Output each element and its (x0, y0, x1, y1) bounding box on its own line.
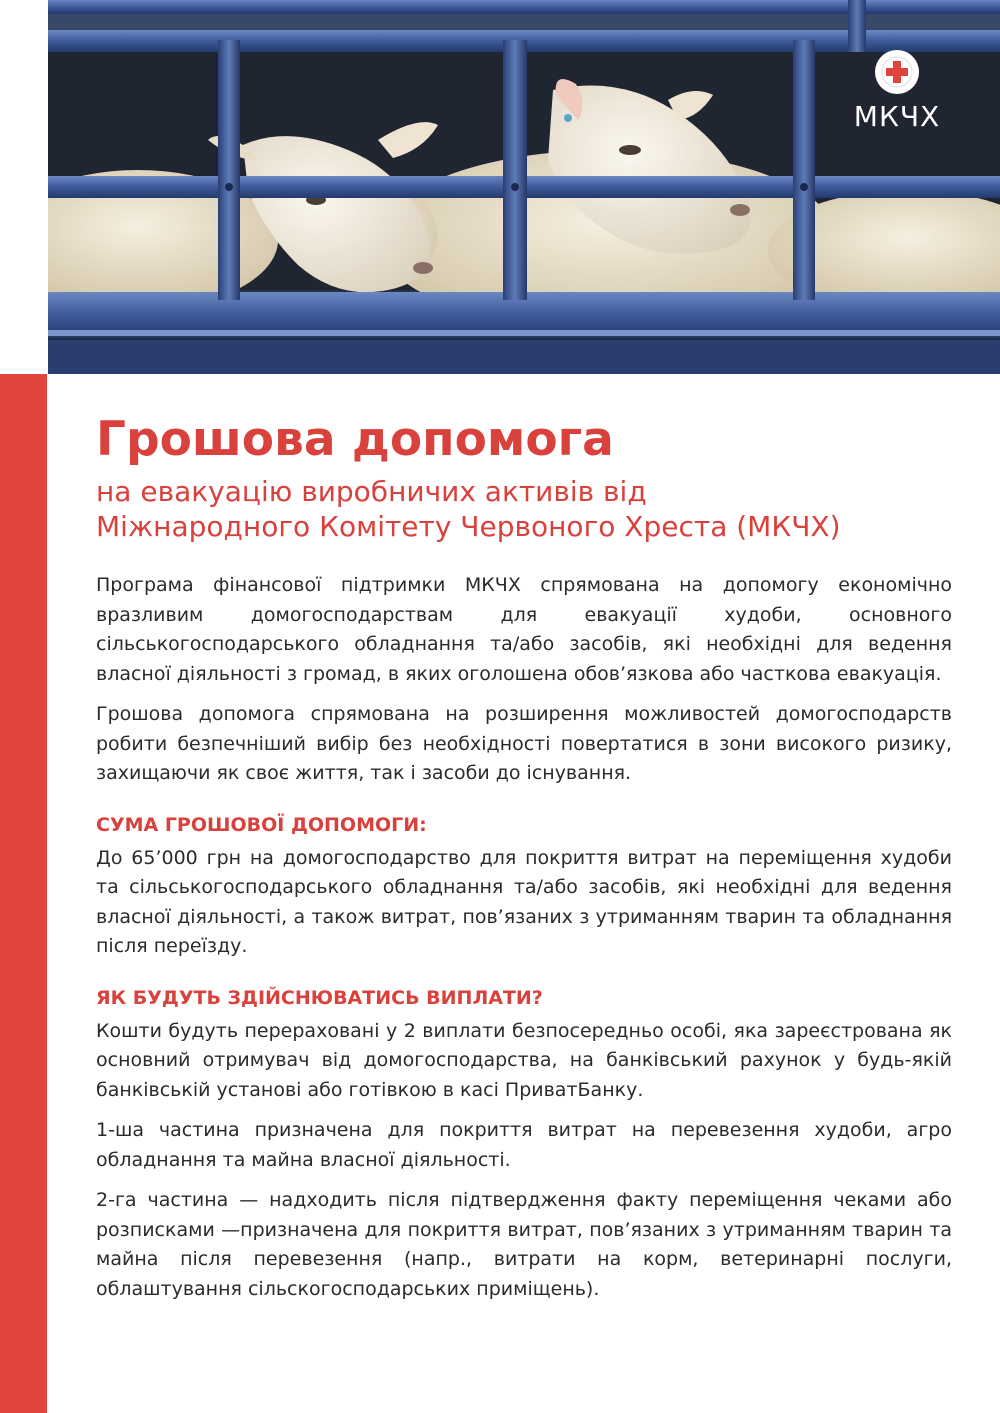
red-side-bar (0, 374, 47, 1413)
intro-paragraph-1: Програма фінансової підтримки МКЧХ спрямована на допомогу економічно вразливим домогосподарствам для евакуації худоби, основного сільськогосподарського обладнання та/або засобів, які необхідні для ведення власної діяльності з громад, в яких оголошена обов’язкова або часткова евакуація. (96, 574, 952, 685)
amount-paragraph: До 65’000 грн на домогосподарство для покриття витрат на переміщення худоби та сільськогосподарського обладнання та/або засобів, які необхідні для ведення власної діяльності, а також витрат, пов’язаних з утриманням тварин та обладнання після переїзду. (96, 846, 952, 958)
subtitle-line-2: Міжнародного Комітету Червоного Хреста (МКЧХ) (96, 510, 841, 544)
section-heading-payments: ЯК БУДУТЬ ЗДІЙСНЮВАТИСЬ ВИПЛАТИ? (96, 986, 543, 1009)
icrc-logo (842, 48, 952, 133)
logo-text: МКЧХ (853, 100, 941, 133)
intro-paragraph-2: Грошова допомога спрямована на розширення можливостей домогосподарств робити безпечніший вибір без необхідності повертатися в зони високого ризику, захищаючи як своє життя, так і засоби до існування. (96, 703, 952, 785)
subtitle-line-1: на евакуацію виробничих активів від (96, 475, 647, 509)
page-subtitle (96, 474, 952, 544)
section-heading-amount: СУМА ГРОШОВОЇ ДОПОМОГИ: (96, 813, 427, 836)
hero-photo-sheep-in-truck (48, 0, 1000, 374)
page-title: Грошова допомога (96, 412, 614, 467)
main-content (96, 412, 952, 1304)
payments-paragraph-1: Кошти будуть перераховані у 2 виплати безпосередньо особі, яка зареєстрована як основний отримувач від домогосподарства, на банківський рахунок у будь-якій банківській установі або готівкою в касі ПриватБанку. (96, 1019, 952, 1101)
red-cross-emblem-icon (873, 48, 921, 96)
payments-paragraph-3: 2-га частина — надходить після підтвердження факту переміщення чеками або розписками —призначена для покриття витрат, пов’язаних з утриманням тварин та майна після перевезення (напр., витрати на корм, ветеринарні послуги, облаштування сільскогосподарських приміщень). (96, 1189, 952, 1300)
payments-paragraph-2: 1-ша частина призначена для покриття витрат на перевезення худоби, агро обладнання та майна власної діяльності. (96, 1119, 952, 1171)
